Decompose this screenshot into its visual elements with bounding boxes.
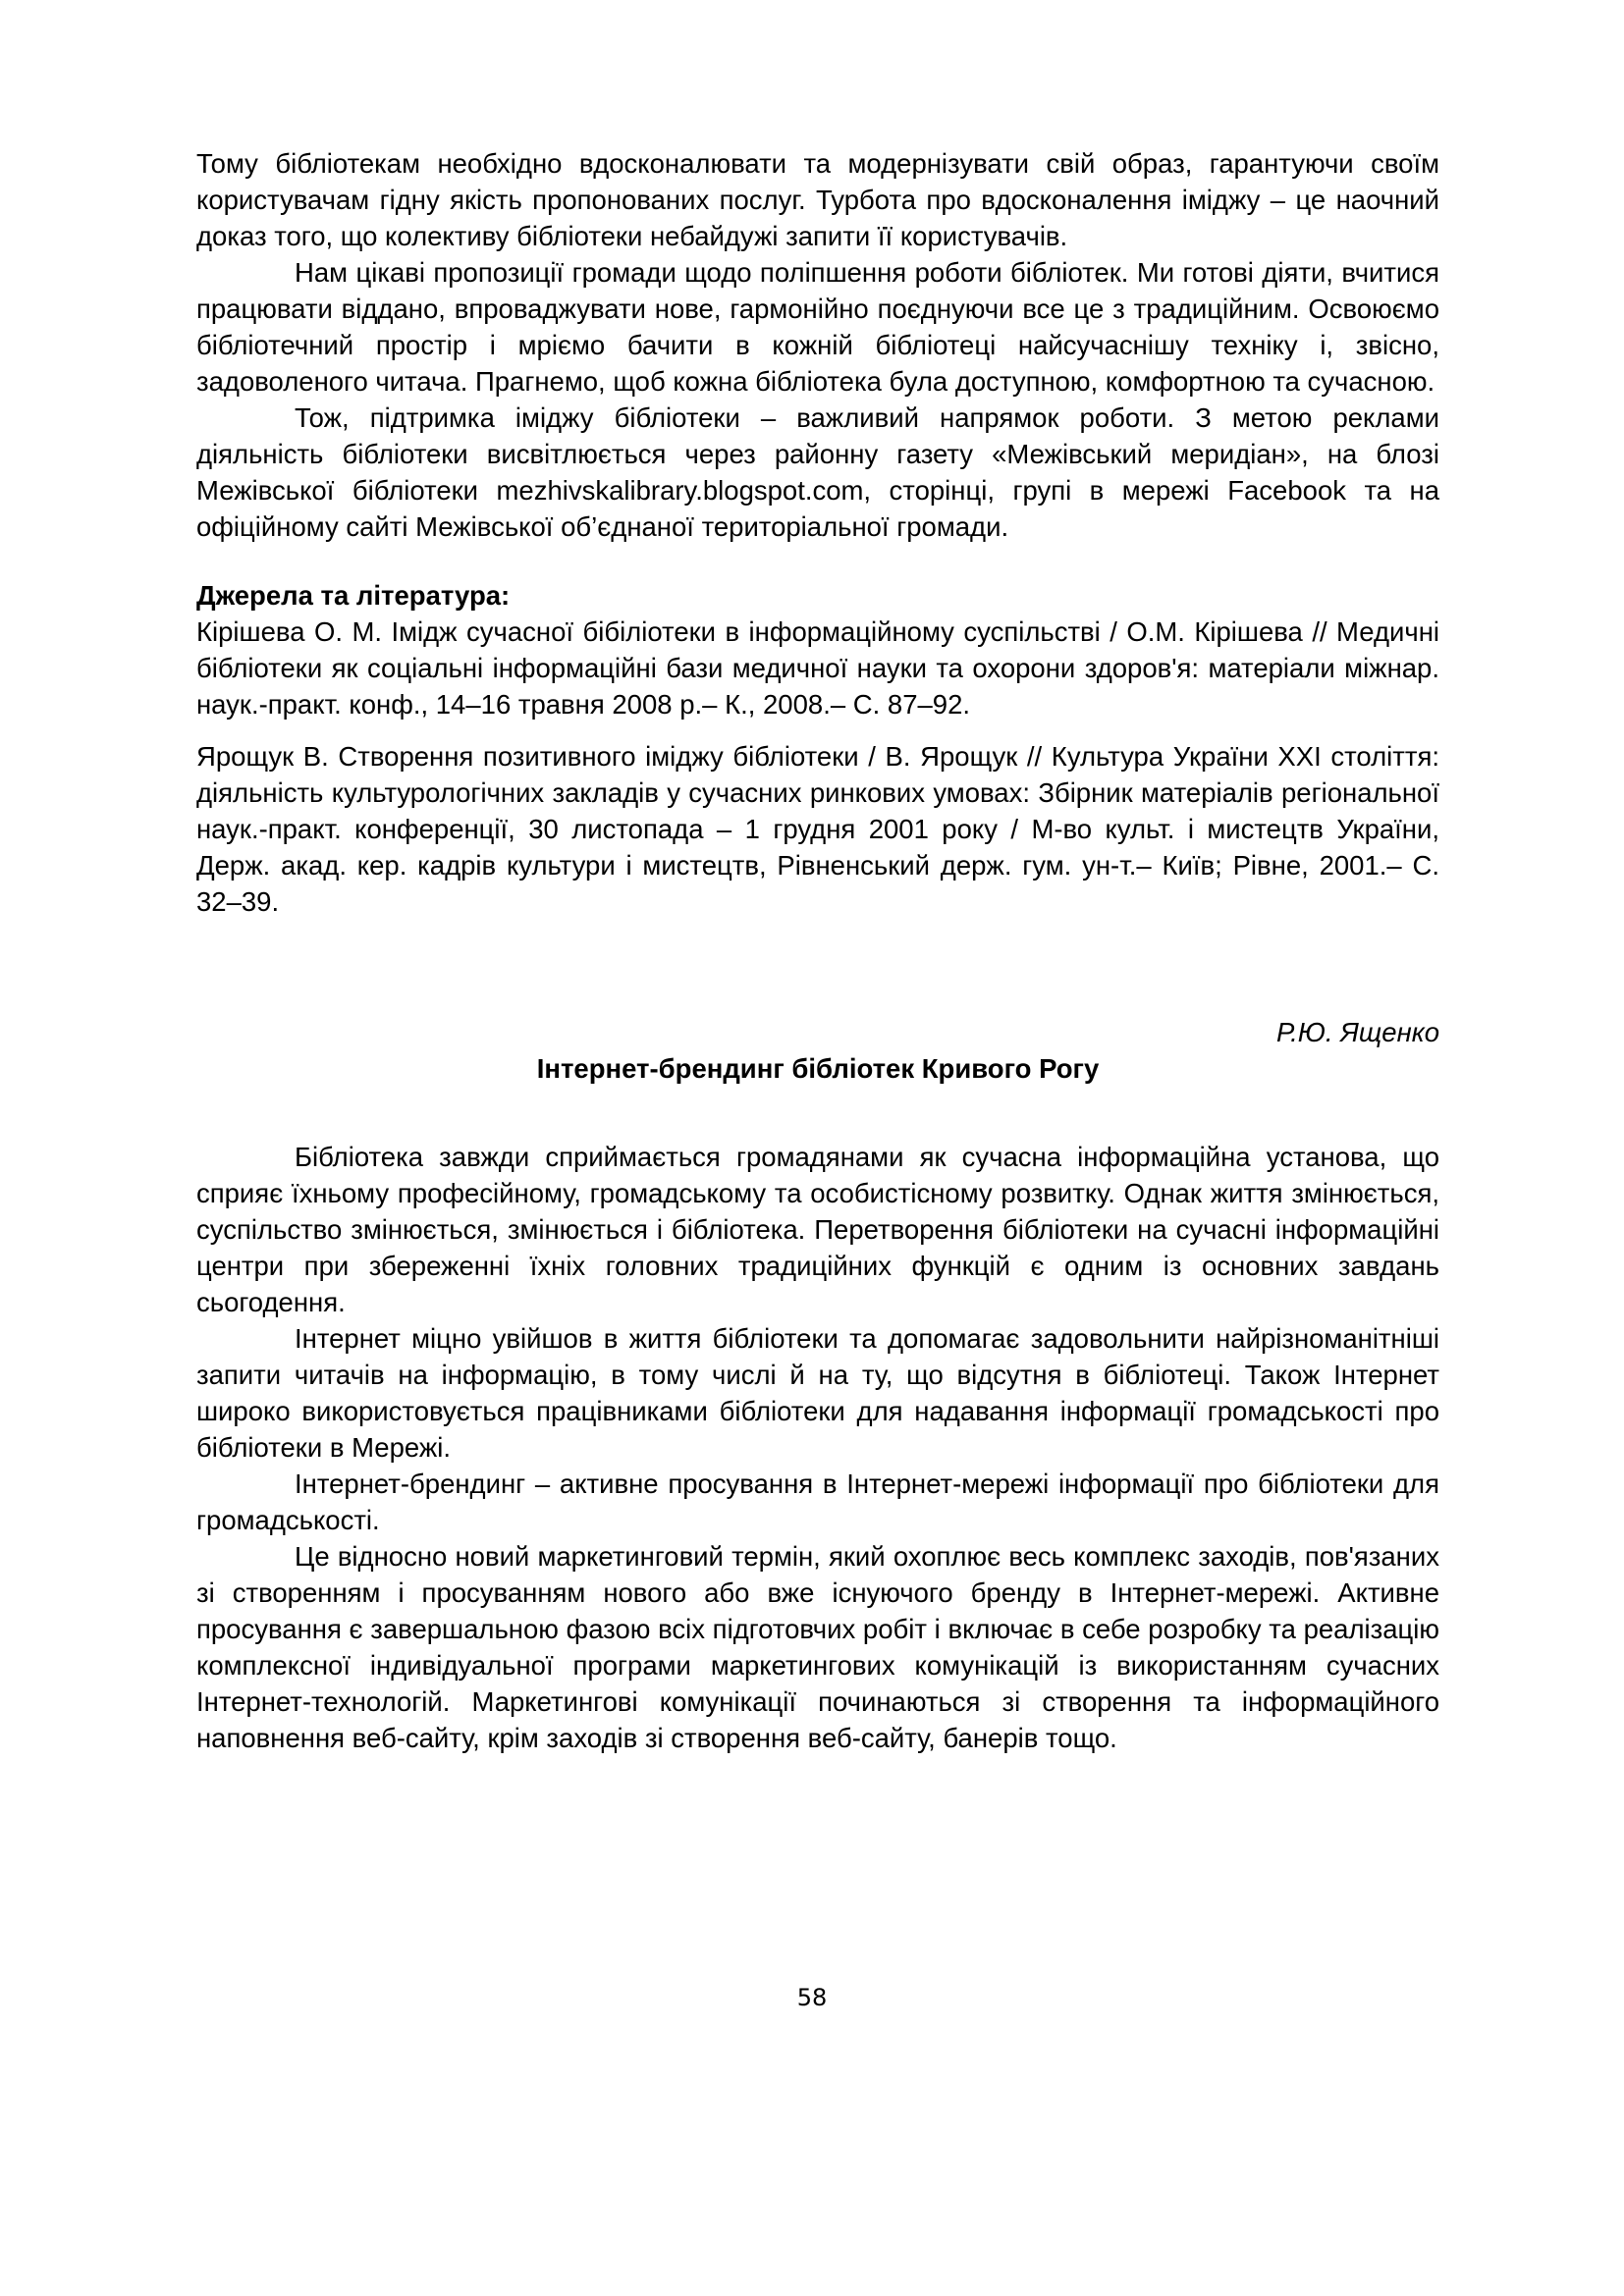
page-number: 58 xyxy=(796,1984,828,2011)
sources-section xyxy=(196,577,1439,920)
intro-paragraph-3: Тож, підтримка іміджу бібліотеки – важливий напрямок роботи. З метою реклами діяльність бібліотеки висвітлюється через районну газету «Межівський меридіан», на блозі Межівської бібліотеки mezhivskalibrary.blogspot.com, сторінці, групі в мережі Facebook та на офіційному сайті Межівської об’єднаної територіальної громади. xyxy=(196,402,1439,542)
article-author: Р.Ю. Ященко xyxy=(1276,1017,1439,1047)
source-item-1: Кірішева О. М. Імідж сучасної бібіліотеки в інформаційному суспільстві / О.М. Кірішева // Медичні бібліотеки як соціальні інформаційні бази медичної науки та охорони здоров'я: матеріали міжнар. наук.-практ. конф., 14–16 травня 2008 р.– К., 2008.– С. 87–92. xyxy=(196,616,1439,720)
article-paragraph-4: Це відносно новий маркетинговий термін, який охоплює весь комплекс заходів, пов'язаних зі створенням і просуванням нового або вже існуючого бренду в Інтернет-мережі. Активне просування є завершальною фазою всіх підготовчих робіт і включає в себе розробку та реалізацію комплексної індивідуальної програми маркетингових комунікацій із використанням сучасних Інтернет-технологій. Маркетингові комунікації починаються зі створення та інформаційного наповнення веб-сайту, крім заходів зі створення веб-сайту, банерів тощо. xyxy=(196,1541,1439,1753)
article-section xyxy=(196,1014,1439,1756)
article-paragraph-2: Інтернет міцно увійшов в життя бібліотеки та допомагає задовольнити найрізноманітніші запити читачів на інформацію, в тому числі й на ту, що відсутня в бібліотеці. Також Інтернет широко використовується працівниками бібліотеки для надавання інформації громадськості про бібліотеки в Мережі. xyxy=(196,1323,1439,1463)
source-item-2: Ярощук В. Створення позитивного іміджу бібліотеки / В. Ярощук // Культура України XXI століття: діяльність культурологічних закладів у сучасних ринкових умовах: Збірник матеріалів регіональної наук.-практ. конференції, 30 листопада – 1 грудня 2001 року / М-во культ. і мистецтв України, Держ. акад. кер. кадрів культури і мистецтв, Рівненський держ. гум. ун-т.– Київ; Рівне, 2001.– С. 32–39. xyxy=(196,741,1439,917)
page-content xyxy=(196,145,1439,1756)
intro-paragraph-2: Нам цікаві пропозиції громади щодо поліпшення роботи бібліотек. Ми готові діяти, вчитися працювати віддано, впроваджувати нове, гармонійно поєднуючи все це з традиційним. Освоюємо бібліотечний простір і мріємо бачити в кожній бібліотеці найсучаснішу техніку і, звісно, задоволеного читача. Прагнемо, щоб кожна бібліотека була доступною, комфортною та сучасною. xyxy=(196,257,1439,397)
article-title: Інтернет-брендинг бібліотек Кривого Рогу xyxy=(536,1053,1100,1084)
article-paragraph-3: Інтернет-брендинг – активне просування в Інтернет-мережі інформації про бібліотеки для громадськості. xyxy=(196,1468,1439,1535)
article-paragraph-1: Бібліотека завжди сприймається громадянами як сучасна інформаційна установа, що сприяє їхньому професійному, громадському та особистісному розвитку. Однак життя змінюється, суспільство змінюється, змінюється і бібліотека. Перетворення бібліотеки на сучасні інформаційні центри при збереженні їхніх головних традиційних функцій є одним із основних завдань сьогодення. xyxy=(196,1142,1439,1317)
sources-heading: Джерела та література: xyxy=(196,580,511,611)
article-body xyxy=(196,1139,1439,1756)
intro-paragraph-1: Тому бібліотекам необхідно вдосконалювати та модернізувати свій образ, гарантуючи своїм користувачам гідну якість пропонованих послуг. Турбота про вдосконалення іміджу – це наочний доказ того, що колективу бібліотеки небайдужі запити її користувачів. xyxy=(196,148,1439,251)
